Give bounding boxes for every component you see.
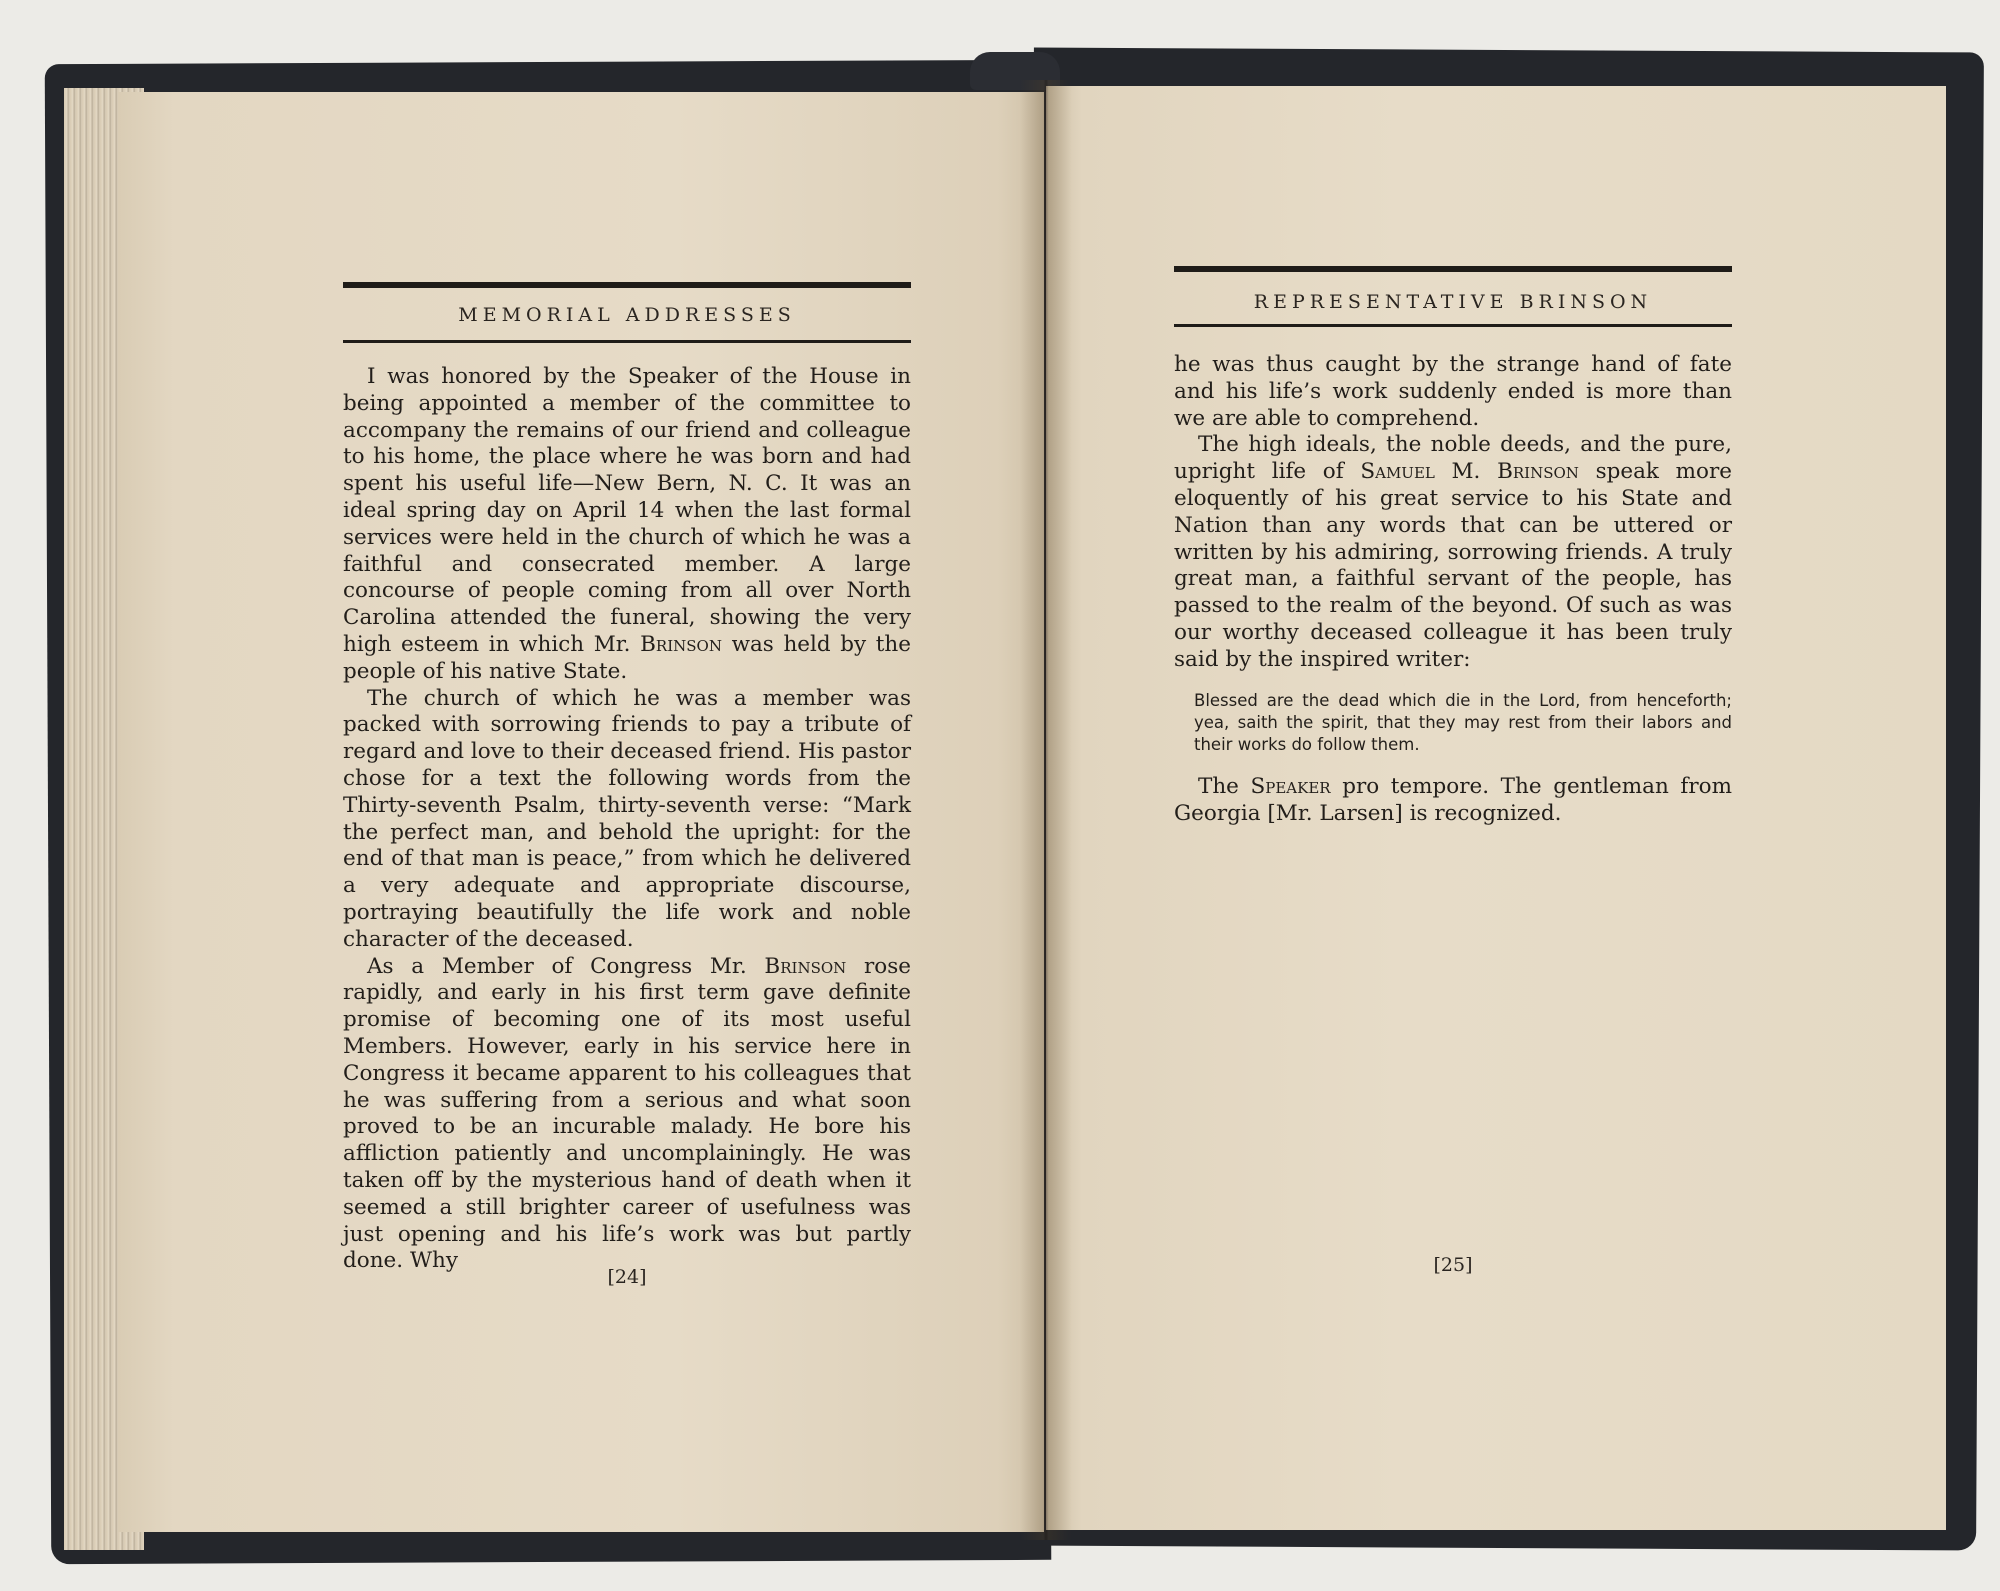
paragraph-text: The — [1198, 774, 1239, 799]
header-rule-bottom — [1174, 324, 1732, 327]
right-page — [1046, 86, 1946, 1530]
page-number-right: [25] — [1433, 1254, 1473, 1276]
paragraph-text: pro tempore. The gentleman from Georgia [Mr. Larsen] is recognized. — [1174, 774, 1732, 826]
paragraph — [343, 364, 911, 686]
header-rule-bottom — [343, 340, 911, 343]
running-head-left: MEMORIAL ADDRESSES — [458, 304, 796, 326]
scripture-quote: Blessed are the dead which die in the Lord, from henceforth; yea, saith the spirit, that they may rest from their labors and their works do follow them. — [1194, 691, 1732, 754]
paragraph — [1174, 432, 1732, 673]
running-head-right: REPRESENTATIVE BRINSON — [1253, 291, 1653, 313]
paragraph-text: was held by the people of his native State. — [343, 631, 911, 684]
person-name: Samuel M. Brinson — [1360, 459, 1579, 485]
speaker-title: Speaker — [1250, 774, 1331, 799]
paragraph — [1174, 774, 1732, 828]
left-body-text — [343, 364, 911, 1275]
person-name: Brinson — [640, 631, 722, 657]
paragraph-text: speak more eloquently of his great service to his State and Nation than any words that can be uttered or written by his admiring, sorrowing friends. A truly great man, a faithful servant of the people, has passed to the realm of the beyond. Of such as was our worthy deceased colleague it has been truly said by the inspired writer: — [1174, 459, 1732, 672]
header-rule-top — [1174, 266, 1732, 272]
paragraph-text: rose rapidly, and early in his first term gave definite promise of becoming one of its most useful Members. However, early in his service here in Congress it became apparent to his colleagues that he was suffering from a serious and what soon proved to be an incurable malady. He bore his affliction patiently and uncomplainingly. He was taken off by the mysterious hand of death when it seemed a still brighter career of usefulness was just opening and his life’s work was but partly done. Why — [343, 953, 911, 1274]
paragraph-text: As a Member of Congress Mr. — [367, 953, 747, 979]
page-number-left: [24] — [607, 1266, 647, 1288]
person-name: Brinson — [764, 953, 847, 979]
left-page — [118, 92, 1044, 1532]
right-body-text — [1174, 352, 1732, 674]
paragraph-text: I was honored by the Speaker of the House in being appointed a member of the committee to accompany the remains of our friend and colleague to his home, the place where he was born and had spent his useful life—New Bern, N. C. It was an ideal spring day on April 14 when the last formal services were held in the church of which he was a faithful and consecrated member. A large concourse of people coming from all over North Carolina attended the funeral, showing the very high esteem in which Mr. — [343, 364, 911, 657]
paragraph-text: The high ideals, the noble deeds, and the pure, upright life of — [1174, 432, 1732, 485]
book-gutter — [1020, 80, 1072, 1540]
paragraph: The church of which he was a member was packed with sorrowing friends to pay a tribute of regard and love to their deceased friend. His pastor chose for a text the following words from the Thirty-seventh Psalm, thirty-seventh verse: “Mark the perfect man, and behold the upright: for the end of that man is peace,” from which he delivered a very adequate and appropriate discourse, portraying beautifully the life work and noble character of the deceased. — [343, 685, 911, 952]
paragraph: he was thus caught by the strange hand of fate and his life’s work suddenly ended is more than we are able to comprehend. — [1174, 352, 1732, 431]
header-rule-top — [343, 282, 911, 288]
paragraph — [343, 954, 911, 1276]
right-body-text-2 — [1174, 774, 1732, 828]
